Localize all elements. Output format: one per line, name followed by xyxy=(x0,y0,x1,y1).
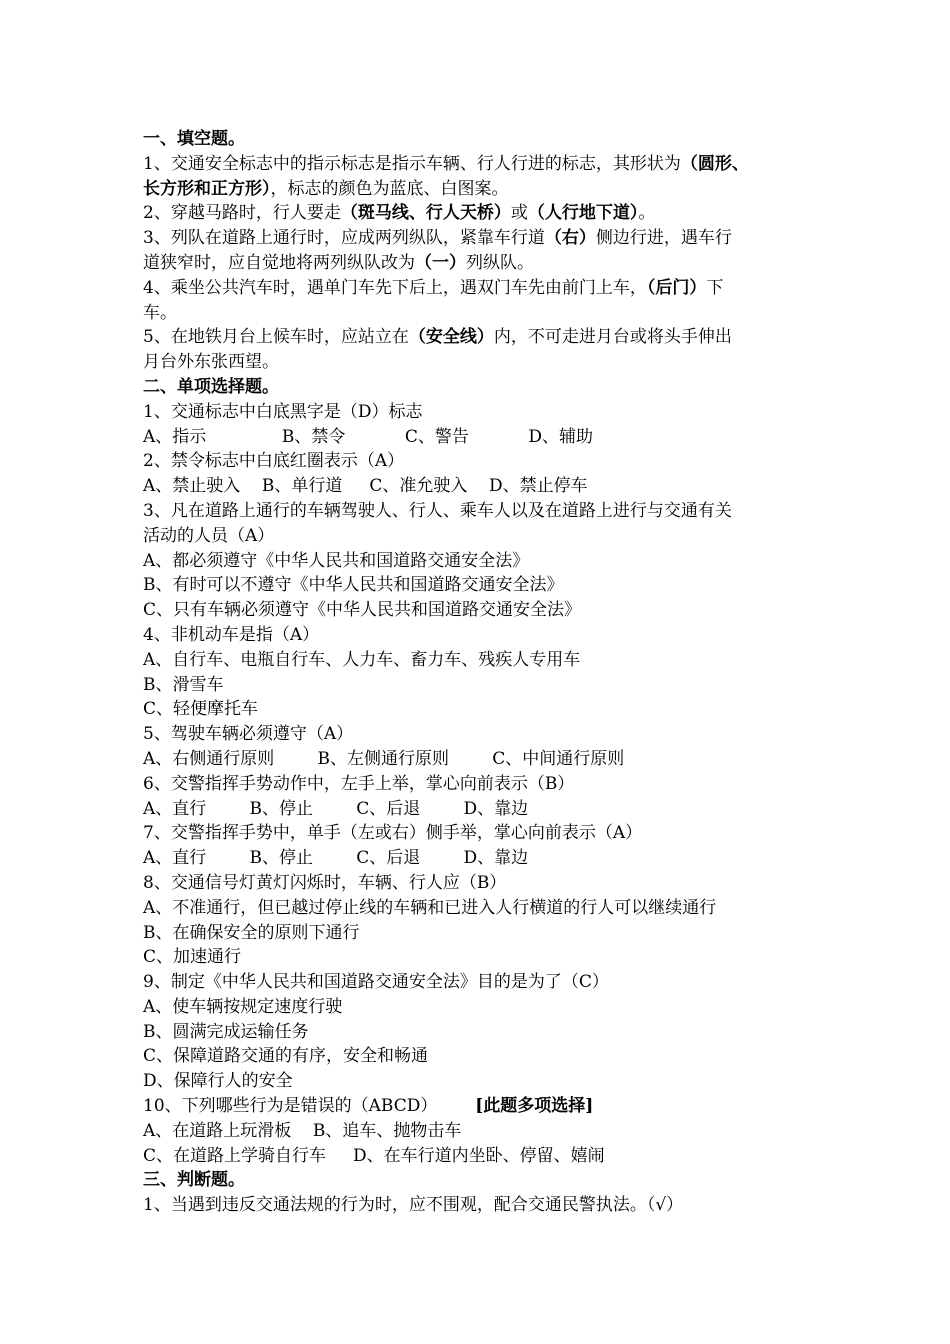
answer: （圆形、 xyxy=(680,153,749,174)
text: ，标志的颜色为蓝底、白图案。 xyxy=(270,178,509,199)
answer: （斑马线、行人天桥） xyxy=(340,203,511,224)
text: 侧边行进，遇车行 xyxy=(595,228,732,249)
question-5-line-2 xyxy=(143,350,833,375)
answer: （人行地下道） xyxy=(527,203,639,224)
text: 下 xyxy=(706,277,724,298)
choice-line: D、保障行人的安全 xyxy=(143,1071,293,1092)
text: 2、穿越马路时，行人要走 xyxy=(143,203,341,224)
choice-line: C、轻便摩托车 xyxy=(143,699,259,720)
text: 5、在地铁月台上候车时，应站立在 xyxy=(143,327,409,348)
answer: （右） xyxy=(544,228,596,249)
choice-line: A、不准通行，但已越过停止线的车辆和已进入人行横道的行人可以继续通行 xyxy=(143,897,717,918)
choice-line: A、自行车、电瓶自行车、人力车、畜力车、残疾人专用车 xyxy=(143,649,581,670)
choice-line: A、都必须遵守《中华人民共和国道路交通安全法》 xyxy=(143,550,530,571)
choice-line: 7、交警指挥手势中，单手（左或右）侧手举，掌心向前表示（A） xyxy=(143,823,643,844)
choice-line: A、指示 B、禁令 C、警告 D、辅助 xyxy=(143,426,593,447)
choice-line: C、在道路上学骑自行车 D、在车行道内坐卧、停留、嬉闹 xyxy=(143,1145,605,1166)
question-10 xyxy=(143,1094,833,1119)
choice-line: 1、交通标志中白底黑字是（D）标志 xyxy=(143,401,423,422)
section-heading-fill-blank: 一、填空题。 xyxy=(143,129,245,149)
answer: （后门） xyxy=(646,277,707,298)
choice-line: A、禁止驶入 B、单行道 C、准允驶入 D、禁止停车 xyxy=(143,476,588,497)
answer: （一） xyxy=(415,252,466,273)
choice-line: 5、驾驶车辆必须遵守（A） xyxy=(143,724,354,745)
choice-line: B、在确保安全的原则下通行 xyxy=(143,922,360,943)
choice-line: 3、凡在道路上通行的车辆驾驶人、行人、乘车人以及在道路上进行与交通有关 xyxy=(143,500,732,521)
text: 10、下列哪些行为是错误的（ABCD） xyxy=(143,1096,476,1117)
choice-line: A、使车辆按规定速度行驶 xyxy=(143,996,343,1017)
choice-line: A、右侧通行原则 B、左侧通行原则 C、中间通行原则 xyxy=(143,748,625,769)
question-4-line-1 xyxy=(143,276,833,301)
question-3-line-2 xyxy=(143,251,833,276)
choice-line: B、有时可以不遵守《中华人民共和国道路交通安全法》 xyxy=(143,575,564,596)
text: 车。 xyxy=(143,302,177,323)
answer: （安全线） xyxy=(408,327,494,348)
choice-line: A、直行 B、停止 C、后退 D、靠边 xyxy=(143,848,529,869)
question-1-line-2 xyxy=(143,177,833,202)
question-3-line-1 xyxy=(143,226,833,251)
choice-line: C、保障道路交通的有序，安全和畅通 xyxy=(143,1046,429,1067)
question-4-line-2 xyxy=(143,301,833,326)
choice-line: 6、交警指挥手势动作中，左手上举，掌心向前表示（B） xyxy=(143,773,575,794)
text: 3、列队在道路上通行时，应成两列纵队，紧靠车行道 xyxy=(143,228,545,249)
section-heading-true-false: 三、判断题。 xyxy=(143,1170,245,1191)
choice-line: A、直行 B、停止 C、后退 D、靠边 xyxy=(143,798,529,819)
text: 内，不可走进月台或将头手伸出 xyxy=(493,327,732,348)
question-5-line-1 xyxy=(143,325,833,350)
choice-line: C、加速通行 xyxy=(143,947,242,968)
text: 月台外东张西望。 xyxy=(143,352,279,373)
text: 列纵队。 xyxy=(466,252,534,273)
choice-line: B、滑雪车 xyxy=(143,674,224,695)
section-heading-single-choice: 二、单项选择题。 xyxy=(143,376,279,397)
text: 1、交通安全标志中的指示标志是指示车辆、行人行进的标志，其形状为 xyxy=(143,153,681,174)
question-2 xyxy=(143,201,833,226)
text: 4、乘坐公共汽车时，遇单门车先下后上，遇双门车先由前门上车， xyxy=(143,277,647,298)
document-page xyxy=(143,127,833,1218)
choice-line: 8、交通信号灯黄灯闪烁时，车辆、行人应（B） xyxy=(143,872,507,893)
choice-line: 活动的人员（A） xyxy=(143,525,275,546)
choice-line: A、在道路上玩滑板 B、追车、抛物击车 xyxy=(143,1120,462,1141)
judgment-question-1: 1、当遇到违反交通法规的行为时，应不围观，配合交通民警执法。（√） xyxy=(143,1195,684,1216)
choice-line: 4、非机动车是指（A） xyxy=(143,624,320,645)
choice-line: C、只有车辆必须遵守《中华人民共和国道路交通安全法》 xyxy=(143,600,582,621)
choice-line: B、圆满完成运输任务 xyxy=(143,1021,309,1042)
answer: 长方形和正方形） xyxy=(143,178,271,199)
text: 。 xyxy=(638,203,656,224)
multi-choice-note: [此题多项选择] xyxy=(475,1096,594,1117)
question-1-line-1 xyxy=(143,152,833,177)
choice-line: 2、禁令标志中白底红圈表示（A） xyxy=(143,451,405,472)
text: 或 xyxy=(510,203,528,224)
text: 道狭窄时，应自觉地将两列纵队改为 xyxy=(143,252,415,273)
choice-line: 9、制定《中华人民共和国道路交通安全法》目的是为了（C） xyxy=(143,972,609,993)
